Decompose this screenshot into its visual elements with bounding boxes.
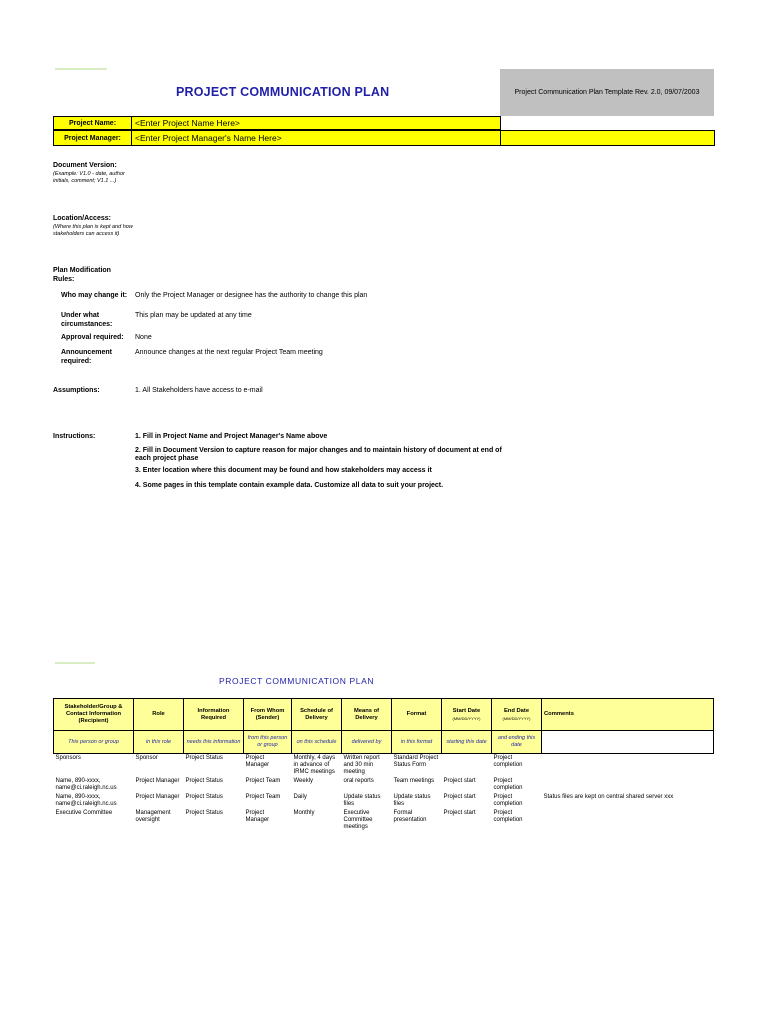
table-cell: Standard Project Status Form xyxy=(392,754,442,778)
table-cell: Executive Committee xyxy=(55,810,113,816)
approval-required-value: None xyxy=(135,334,152,341)
document-version-label: Document Version: xyxy=(53,162,117,169)
table-cell: Update status files xyxy=(393,794,431,807)
project-name-label: Project Name: xyxy=(53,116,132,130)
table-cell: Project start xyxy=(443,810,476,816)
project-name-value: <Enter Project Name Here> xyxy=(135,118,240,128)
table-cell: Project completion xyxy=(493,810,523,823)
table-cell: Weekly xyxy=(293,778,314,784)
assumptions-value: 1. All Stakeholders have access to e-mail xyxy=(135,387,263,394)
table-cell xyxy=(542,777,714,793)
announcement-required-value: Announce changes at the next regular Project Team meeting xyxy=(135,349,323,356)
table-cell: from this person or group xyxy=(244,731,292,754)
table-cell: Daily xyxy=(293,794,307,800)
table-cell: delivered by xyxy=(342,731,392,754)
table-cell: Name, 890-xxxx, name@ci.raleigh.nc.us xyxy=(55,778,117,791)
instruction-item: 2. Fill in Document Version to capture reason for major changes and to maintain history of document at end of each project phase xyxy=(135,447,502,462)
header-stakeholder: Stakeholder/Group & Contact Information (Recipient) xyxy=(54,699,134,731)
table-example-row xyxy=(54,731,714,754)
table-cell: Project Manager xyxy=(244,754,292,778)
table-cell: Project Status xyxy=(185,810,223,816)
table-cell: Project Manager xyxy=(135,794,180,800)
table-cell: Project Team xyxy=(245,778,281,784)
table-cell: in this format xyxy=(392,731,442,754)
header-end-date: End Date (MM/DD/YYYY) xyxy=(492,699,542,731)
table-row xyxy=(54,777,714,793)
table-cell: Project Status xyxy=(184,754,244,778)
table-cell: Project Status xyxy=(185,778,223,784)
who-may-change-value: Only the Project Manager or designee has the authority to change this plan xyxy=(135,292,368,299)
table-cell: on this schedule xyxy=(292,731,342,754)
announcement-required-label: Announcement required: xyxy=(61,349,112,365)
table-cell: Written report and 30 min meeting xyxy=(342,754,392,778)
page-title: PROJECT COMMUNICATION PLAN xyxy=(176,85,390,99)
table-cell xyxy=(542,754,714,778)
table-cell: Management oversight xyxy=(135,810,171,823)
table-cell: starting this date xyxy=(442,731,492,754)
instructions-label: Instructions: xyxy=(53,433,96,440)
header-role: Role xyxy=(134,699,184,731)
table-cell: Team meetings xyxy=(393,778,435,784)
table-cell: Project completion xyxy=(493,778,523,791)
table-cell: Project start xyxy=(443,794,476,800)
revision-text: Project Communication Plan Template Rev. 2.0, 09/07/2003 xyxy=(514,89,700,96)
table-cell: Sponsors xyxy=(54,754,134,778)
table-cell: Monthly, 4 days in advance of IRMC meetings xyxy=(292,754,342,778)
table-cell: Project Manager xyxy=(245,810,270,823)
table-cell xyxy=(542,809,714,832)
project-manager-value: <Enter Project Manager's Name Here> xyxy=(135,133,282,143)
table-row xyxy=(54,793,714,809)
approval-required-label: Approval required: xyxy=(61,334,124,341)
table-cell: Project Team xyxy=(245,794,281,800)
header-from-whom: From Whom (Sender) xyxy=(244,699,292,731)
circumstances-label: Under what circumstances: xyxy=(61,312,113,328)
table-cell: needs this information xyxy=(184,731,244,754)
table-title: PROJECT COMMUNICATION PLAN xyxy=(219,676,375,686)
project-manager-label: Project Manager: xyxy=(53,130,132,146)
header-information: Information Required xyxy=(184,699,244,731)
communication-table xyxy=(53,698,714,832)
table-cell: Project Manager xyxy=(135,778,180,784)
who-may-change-label: Who may change it: xyxy=(61,292,128,299)
assumptions-label: Assumptions: xyxy=(53,387,100,394)
header-means: Means of Delivery xyxy=(342,699,392,731)
table-cell: This person or group xyxy=(54,731,134,754)
project-name-field[interactable] xyxy=(131,116,501,130)
table-cell xyxy=(442,754,492,778)
instruction-item: 3. Enter location where this document may be found and how stakeholders may access it xyxy=(135,467,432,474)
table-cell: Executive Committee meetings xyxy=(343,810,373,830)
table-cell: Status files are kept on central shared server xxx xyxy=(543,794,674,800)
table-cell: Monthly xyxy=(293,810,315,816)
table-row xyxy=(54,754,714,778)
table-cell: Update status files xyxy=(343,794,381,807)
instruction-item: 1. Fill in Project Name and Project Manager's Name above xyxy=(135,433,328,440)
table-cell: Project Status xyxy=(185,794,223,800)
document-version-hint: (Example: V1.0 - date, author initials, comment; V1.1 ...) xyxy=(53,171,125,184)
table-cell: Project start xyxy=(443,778,476,784)
table-cell: Project completion xyxy=(493,794,523,807)
project-manager-field[interactable] xyxy=(131,130,501,146)
circumstances-value: This plan may be updated at any time xyxy=(135,312,252,319)
table-cell xyxy=(542,731,714,754)
project-manager-extra-cell xyxy=(500,130,715,146)
table-cell: Name, 890-xxxx, name@ci.raleigh.nc.us xyxy=(55,794,117,807)
table-header-row xyxy=(54,699,714,731)
instruction-item: 4. Some pages in this template contain example data. Customize all data to suit your project. xyxy=(135,482,444,489)
table-cell: Sponsor xyxy=(134,754,184,778)
table-row xyxy=(54,809,714,832)
table-cell: oral reports xyxy=(343,778,374,784)
location-hint: (Where this plan is kept and how stakeholders can access it) xyxy=(53,224,133,237)
table-cell: and ending this date xyxy=(492,731,542,754)
decorative-line xyxy=(55,662,95,664)
plan-modification-label: Plan Modification Rules: xyxy=(53,267,111,283)
header-start-date: Start Date (MM/DD/YYYY) xyxy=(442,699,492,731)
location-label: Location/Access: xyxy=(53,215,111,222)
table-cell: Project completion xyxy=(492,754,542,778)
table-cell: in this role xyxy=(134,731,184,754)
decorative-line xyxy=(55,68,107,70)
header-format: Format xyxy=(392,699,442,731)
header-schedule: Schedule of Delivery xyxy=(292,699,342,731)
header-comments: Comments xyxy=(542,699,714,731)
revision-box xyxy=(500,69,714,116)
table-cell: Formal presentation xyxy=(393,810,427,823)
